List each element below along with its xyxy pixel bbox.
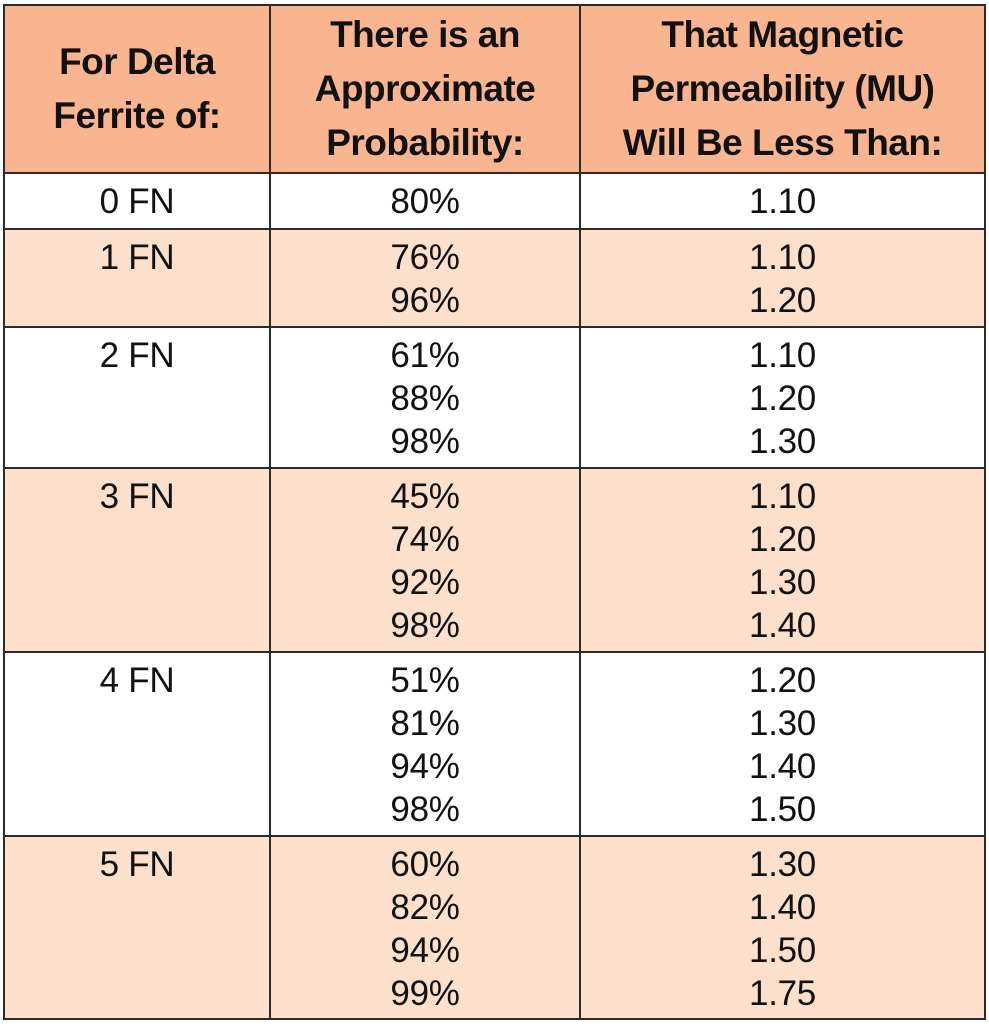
row-2fn-ferrite: 2 FN <box>5 328 271 469</box>
row-3fn-ferrite: 3 FN <box>5 469 271 653</box>
header-probability: There is an Approximate Probability: <box>271 6 581 174</box>
header-ferrite: For Delta Ferrite of: <box>5 6 271 174</box>
row-2fn-permeability: 1.10 1.20 1.30 <box>581 328 984 469</box>
header-permeability: That Magnetic Permeability (MU) Will Be Less Than: <box>581 6 984 174</box>
row-0fn-probability: 80% <box>271 174 581 230</box>
row-1fn-permeability: 1.10 1.20 <box>581 230 984 328</box>
row-1fn-probability: 76% 96% <box>271 230 581 328</box>
row-5fn-ferrite: 5 FN <box>5 837 271 1018</box>
row-4fn-permeability: 1.20 1.30 1.40 1.50 <box>581 653 984 837</box>
row-2fn-probability: 61% 88% 98% <box>271 328 581 469</box>
row-3fn-probability: 45% 74% 92% 98% <box>271 469 581 653</box>
ferrite-permeability-table <box>3 4 986 1020</box>
row-4fn-ferrite: 4 FN <box>5 653 271 837</box>
row-5fn-probability: 60% 82% 94% 99% <box>271 837 581 1018</box>
row-4fn-probability: 51% 81% 94% 98% <box>271 653 581 837</box>
row-3fn-permeability: 1.10 1.20 1.30 1.40 <box>581 469 984 653</box>
row-0fn-permeability: 1.10 <box>581 174 984 230</box>
row-1fn-ferrite: 1 FN <box>5 230 271 328</box>
row-5fn-permeability: 1.30 1.40 1.50 1.75 <box>581 837 984 1018</box>
row-0fn-ferrite: 0 FN <box>5 174 271 230</box>
